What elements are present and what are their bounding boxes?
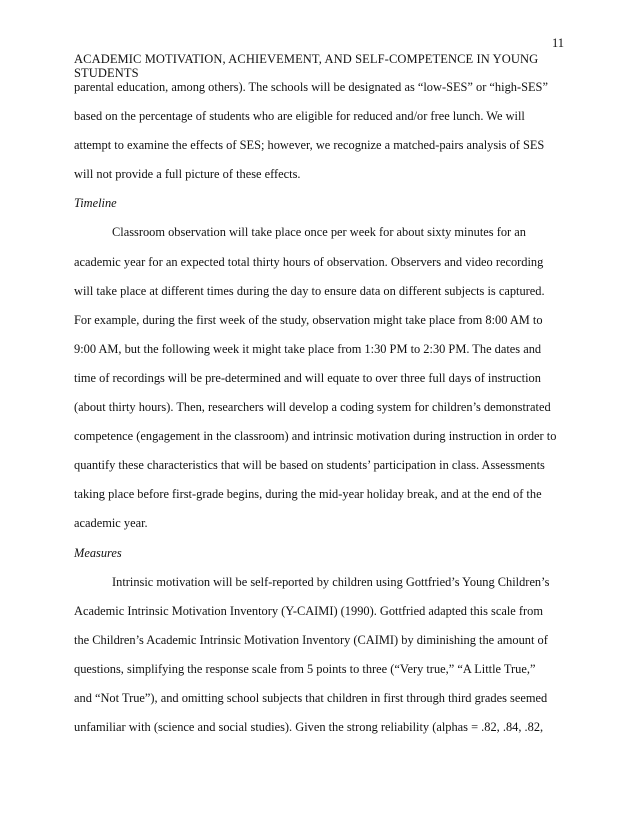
body-line: questions, simplifying the response scale from 5 points to three (“Very true,” “A Little True,”: [74, 661, 536, 676]
body-line: For example, during the first week of the study, observation might take place from 8:00 AM to: [74, 312, 543, 327]
body-line: Classroom observation will take place once per week for about sixty minutes for an: [112, 225, 526, 240]
body-line: will not provide a full picture of these effects.: [74, 167, 301, 182]
body-line: unfamiliar with (science and social studies). Given the strong reliability (alphas = .82, .84, .82,: [74, 720, 544, 735]
body-line: and “Not True”), and omitting school subjects that children in first through third grades seemed: [74, 690, 548, 705]
body-line: academic year for an expected total thirty hours of observation. Observers and video recording: [74, 254, 544, 269]
body-line: academic year.: [74, 516, 148, 531]
body-line: quantify these characteristics that will be based on students’ participation in class. Assessments: [74, 458, 545, 473]
section-heading-timeline: Timeline: [74, 196, 117, 211]
running-head: [74, 52, 574, 80]
running-head-line-1: ACADEMIC MOTIVATION, ACHIEVEMENT, AND SELF-COMPETENCE IN YOUNG: [74, 52, 539, 66]
body-line: Intrinsic motivation will be self-reported by children using Gottfried’s Young Children’s: [112, 574, 550, 589]
section-heading-measures: Measures: [74, 545, 122, 560]
body-line: (about thirty hours). Then, researchers will develop a coding system for children’s demonstrated: [74, 400, 551, 415]
document-body: [74, 78, 574, 747]
running-head-line-2: STUDENTS: [74, 66, 139, 80]
body-line: taking place before first-grade begins, during the mid-year holiday break, and at the end of the: [74, 487, 542, 502]
body-line: will take place at different times during the day to ensure data on different subjects is captured.: [74, 283, 545, 298]
body-line: Academic Intrinsic Motivation Inventory (Y-CAIMI) (1990). Gottfried adapted this scale from: [74, 603, 543, 618]
body-line: parental education, among others). The schools will be designated as “low-SES” or “high-SES”: [74, 80, 548, 94]
body-line: time of recordings will be pre-determined and will equate to over three full days of instruction: [74, 370, 541, 385]
page-number: 11: [551, 36, 564, 50]
body-line: the Children’s Academic Intrinsic Motivation Inventory (CAIMI) by diminishing the amount of: [74, 632, 548, 647]
body-line: based on the percentage of students who are eligible for reduced and/or free lunch. We will: [74, 109, 525, 124]
body-line: 9:00 AM, but the following week it might take place from 1:30 PM to 2:30 PM. The dates and: [74, 341, 542, 356]
body-line: attempt to examine the effects of SES; however, we recognize a matched-pairs analysis of SES: [74, 138, 545, 153]
body-line: competence (engagement in the classroom) and intrinsic motivation during instruction in order to: [74, 429, 557, 444]
